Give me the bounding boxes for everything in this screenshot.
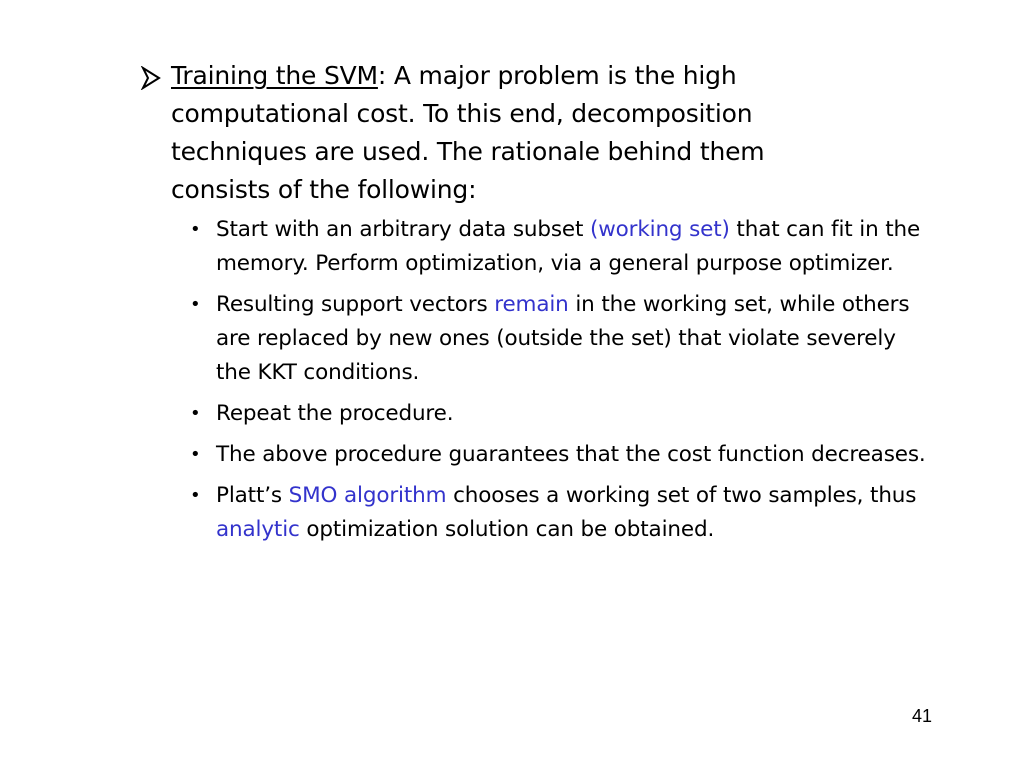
sub-bullet-text: Repeat the procedure. xyxy=(216,401,454,426)
highlighted-term: SMO algorithm xyxy=(288,483,447,508)
bullet-dot-icon: • xyxy=(190,294,201,315)
sub-bullet-item xyxy=(190,288,930,390)
page-number: 41 xyxy=(912,706,933,726)
sub-bullet-item xyxy=(190,438,930,472)
bullet-dot-icon: • xyxy=(190,485,201,506)
bullet-dot-icon: • xyxy=(190,444,201,465)
arrowhead-bullet-icon xyxy=(140,66,162,90)
sub-bullet-text: Platt’s xyxy=(216,483,289,508)
sub-bullet-text: Resulting support vectors xyxy=(216,292,495,317)
highlighted-term: remain xyxy=(494,292,569,317)
sub-bullet-text: in the working set, while others are replaced by new ones (outside the set) that violate severely the KKT conditions. xyxy=(216,292,910,385)
sub-bullet-text: Start with an arbitrary data subset xyxy=(216,217,590,242)
highlighted-term: (working set) xyxy=(589,217,730,242)
sub-bullet-text: chooses a working set of two samples, thus xyxy=(446,483,917,508)
highlighted-term: analytic xyxy=(216,517,300,542)
bullet-dot-icon: • xyxy=(190,403,201,424)
sub-bullet-item xyxy=(190,397,930,431)
sub-bullet-item xyxy=(190,213,930,281)
sub-bullet-text: The above procedure guarantees that the cost function decreases. xyxy=(216,442,926,467)
sub-bullet-item xyxy=(190,479,930,547)
main-bullet-body: : A major problem is the high computational cost. To this end, decomposition techniques are used. The rationale behind them consists of the following: xyxy=(171,61,765,204)
main-bullet-text xyxy=(171,57,840,209)
sub-bullet-text: optimization solution can be obtained. xyxy=(299,517,715,542)
main-bullet-title: Training the SVM xyxy=(171,61,378,90)
bullet-dot-icon: • xyxy=(190,219,201,240)
sub-bullet-text: that can fit in the memory. Perform optimization, via a general purpose optimizer. xyxy=(216,217,921,276)
sub-bullet-list xyxy=(190,213,930,554)
main-bullet-point xyxy=(140,57,840,209)
